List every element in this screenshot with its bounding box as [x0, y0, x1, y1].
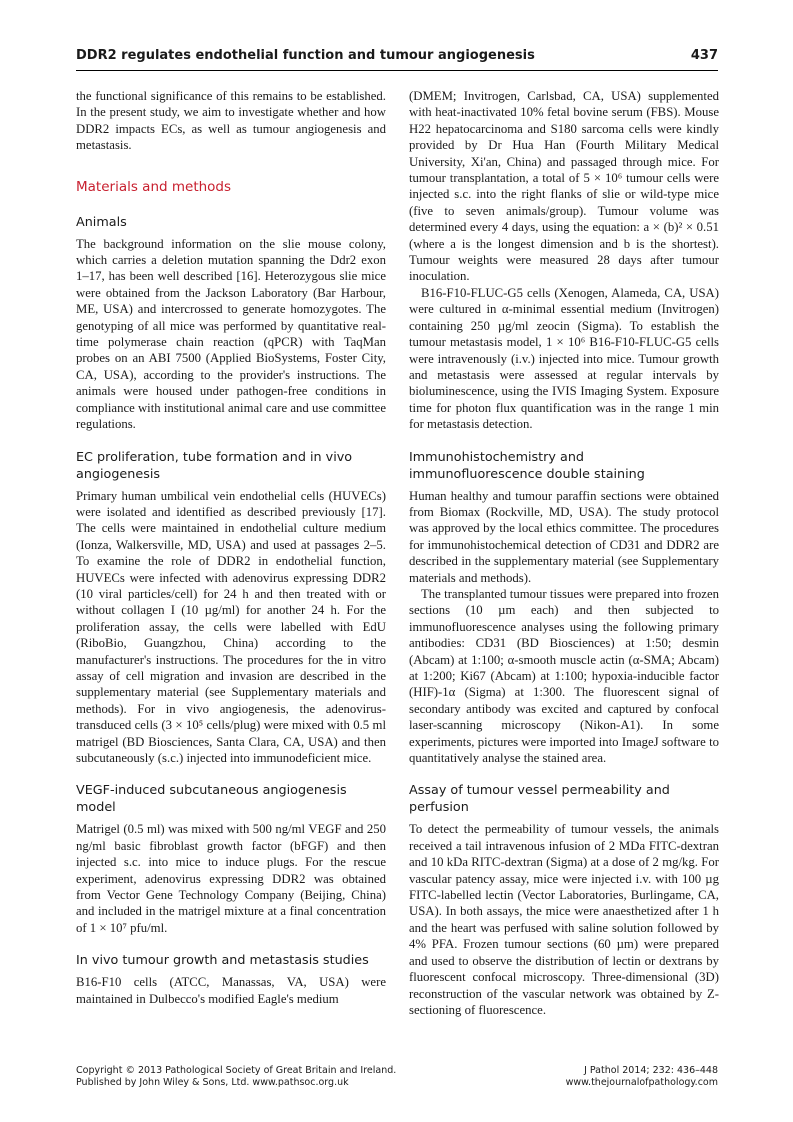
animals-paragraph: The background information on the slie mouse colony, which carries a deletion mutation spanning the Ddr2 exon 1–17, has been well described [16]. Heterozygous slie mice were obtained from the Jackson Laboratory (Bar Harbour, ME, USA) and intercrossed to generate homozygotes. The genotyping of all mice was performed by quantitative real-time polymerase chain reaction (qPCR) with TaqMan probes on an ABI 7500 (Applied BioSystems, Foster City, CA, USA), according to the provider's instructions. The animals were housed under pathogen-free conditions in compliance with institutional animal care and use committee regulations. — [76, 236, 386, 432]
publisher-line: Published by John Wiley & Sons, Ltd. www.pathsoc.org.uk — [76, 1077, 349, 1088]
invivo-paragraph: B16-F10 cells (ATCC, Manassas, VA, USA) were maintained in Dulbecco's modified Eagle's medium — [76, 975, 386, 1006]
footer-right — [566, 1065, 718, 1089]
continued-paragraph: (DMEM; Invitrogen, Carlsbad, CA, USA) supplemented with heat-inactivated 10% fetal bovine serum (FBS). Mouse H22 hepatocarcinoma and S180 sarcoma cells were kindly provided by Dr Hua Han (Fourth Military Medical University, Xi'an, China) and passaged through mice. For tumour transplantation, a total of 5 × 10⁶ tumour cells were injected s.c. into the right flanks of slie or wild-type mice (five to seven animals/group). Tumour volume was determined every 4 days, using the equation: a × (b)² × 0.51 (where a is the longest dimension and b is the shortest). Tumour weights were measured 28 days after tumour inoculation. — [409, 89, 719, 284]
intro-paragraph: the functional significance of this remains to be established. In the present study, we aim to investigate whether and how DDR2 impacts ECs, as well as tumour angiogenesis and metastasis. — [76, 89, 386, 153]
citation-line: J Pathol 2014; 232: 436–448 — [584, 1065, 718, 1076]
running-title: DDR2 regulates endothelial function and tumour angiogenesis — [76, 48, 535, 63]
heading-animals: Animals — [76, 214, 127, 230]
header-rule — [76, 70, 718, 71]
heading-vegf-model: VEGF-induced subcutaneous angiogenesis model — [76, 783, 347, 816]
copyright-line: Copyright © 2013 Pathological Society of Great Britain and Ireland. — [76, 1065, 397, 1076]
page-number: 437 — [690, 48, 718, 63]
heading-immuno: Immunohistochemistry and immunofluorescence double staining — [409, 449, 645, 482]
b16-paragraph: B16-F10-FLUC-G5 cells (Xenogen, Alameda, CA, USA) were cultured in α-minimal essential medium (Invitrogen) containing 250 µg/ml zeocin (Sigma). To establish the tumour metastasis model, 1 × 10⁶ B16-F10-FLUC-G5 cells were intravenously (i.v.) injected into mice. Tumour growth and metastasis were assessed at regular intervals by bioluminescence, using the IVIS Imaging System. Exposure time for photon flux quantification was in the range 1 min for metastasis detection. — [409, 285, 719, 432]
left-column — [76, 88, 386, 1007]
vegf-paragraph: Matrigel (0.5 ml) was mixed with 500 ng/ml VEGF and 250 ng/ml basic fibroblast growth factor (bFGF) and then injected s.c. into mice to induce plugs. For the rescue experiment, adenovirus expressing DDR2 was obtained from Vector Gene Technology Company (Beijing, China) and included in the matrigel mixture at a final concentration of 1 × 10⁷ pfu/ml. — [76, 822, 386, 935]
right-column — [409, 88, 719, 1018]
ec-paragraph: Primary human umbilical vein endothelial cells (HUVECs) were isolated and identified as described previously [17]. The cells were maintained in endothelial culture medium (Ionza, Walkersville, MD, USA) and used at passages 2–5. To examine the role of DDR2 in endothelial function, HUVECs were infected with adenovirus expressing DDR2 (10 viral particles/cell) for 24 h and then treated with or without collagen I (10 µg/ml) for another 24 h. For the proliferation assay, the cells were labelled with EdU (RiboBio, Guangzhou, China) according to the manufacturer's instructions. The procedures for the in vitro assay of cell migration and invasion are described in the supplementary material (see Supplementary materials and methods). For in vivo angiogenesis, the adenovirus-transduced cells (3 × 10⁵ cells/plug) were mixed with 0.5 ml matrigel (BD Biosciences, Santa Clara, CA, USA) and then subcutaneously (s.c.) injected into immunodeficient mice. — [76, 488, 386, 765]
heading-ec-proliferation: EC proliferation, tube formation and in vivo angiogenesis — [76, 449, 353, 482]
permeability-paragraph: To detect the permeability of tumour vessels, the animals received a tail intravenous infusion of 2 MDa FITC-dextran and 10 kDa RITC-dextran (Sigma) at a dose of 2 mg/kg. For vascular patency assay, mice were injected i.v. with 100 µg FITC-labelled lectin (Vector Laboratories, Burlingame, CA, USA). In both assays, the mice were anaesthetized after 1 h and the heart was perfused with saline solution followed by 4% PFA. Frozen tumour sections (60 µm) were prepared and used to observe the distribution of lectin or dextrans by fluorescent confocal microscopy. Three-dimensional (3D) reconstruction of the vascular network was obtained by Z-sectioning of fluorescence. — [409, 822, 719, 1017]
immuno-paragraph-2: The transplanted tumour tissues were prepared into frozen sections (10 µm each) and then subjected to immunofluorescence analyses using the following primary antibodies: CD31 (BD Biosciences) at 1:50; desmin (Abcam) at 1:100; α-smooth muscle actin (α-SMA; Abcam) at 1:200; Ki67 (Abcam) at 1:100; hypoxia-inducible factor (HIF)-1α (Sigma) at 1:300. The fluorescent signal of secondary antibody was excited and captured by confocal laser-scanning microscopy (Nikon-A1). In some experiments, pictures were imported into ImageJ software to quantitatively analyse the stained area. — [409, 586, 719, 766]
website-line: www.thejournalofpathology.com — [565, 1077, 718, 1088]
section-title: Materials and methods — [76, 178, 232, 195]
running-header — [76, 48, 718, 63]
footer-left — [76, 1065, 396, 1089]
heading-permeability: Assay of tumour vessel permeability and perfusion — [409, 783, 670, 816]
immuno-paragraph-1: Human healthy and tumour paraffin sections were obtained from Biomax (Rockville, MD, USA). The study protocol was approved by the local ethics committee. The procedures for immunohistochemical detection of CD31 and DDR2 are described in the supplementary material (see Supplementary materials and methods). — [409, 488, 719, 585]
heading-invivo-tumour: In vivo tumour growth and metastasis studies — [76, 953, 369, 969]
